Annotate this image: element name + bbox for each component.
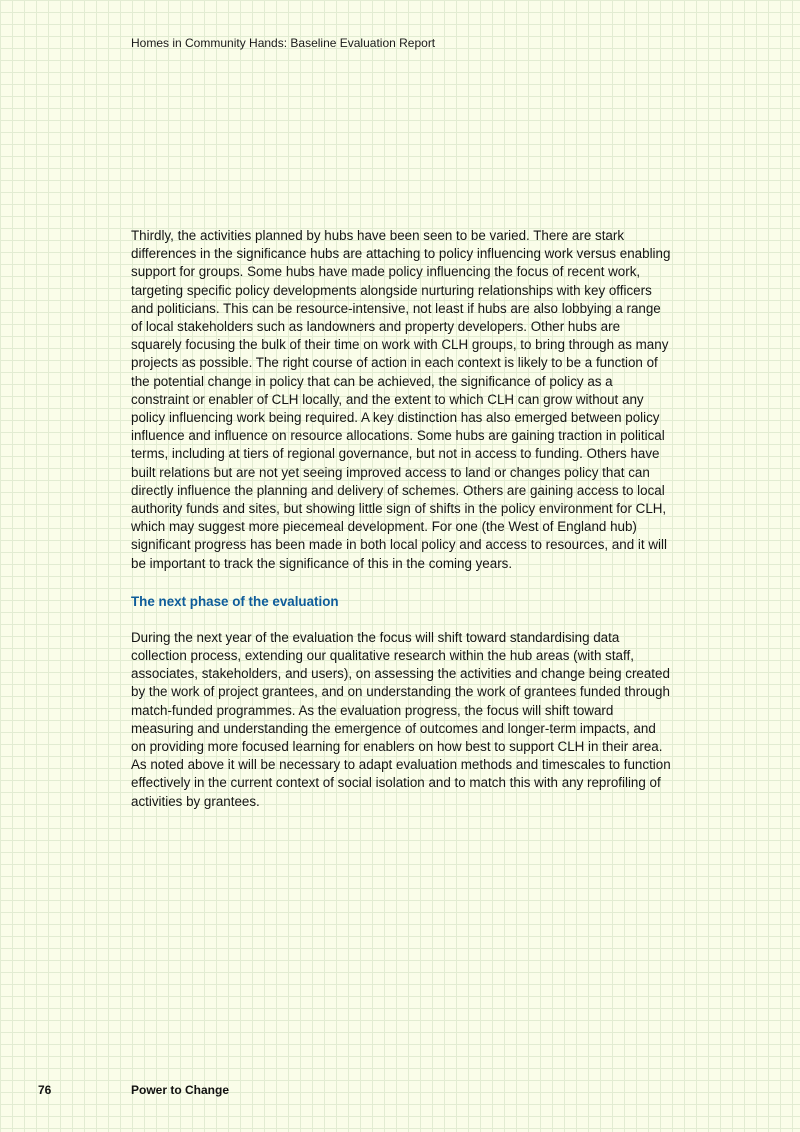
body-paragraph-1: Thirdly, the activities planned by hubs have been seen to be varied. There are stark differences in the significance hubs are attaching to policy influencing work versus enabling support for groups. Some hubs have made policy influencing the focus of recent work, targeting specific policy developments alongside nurturing relationships with key officers and politicians. This can be resource-intensive, not least if hubs are also lobbying a range of local stakeholders such as landowners and property developers. Other hubs are squarely focusing the bulk of their time on work with CLH groups, to bring through as many projects as possible. The right course of action in each context is likely to be a function of the potential change in policy that can be achieved, the significance of policy as a constraint or enabler of CLH locally, and the extent to which CLH can grow without any policy influencing work being required. A key distinction has also emerged between policy influence and influence on resource allocations. Some hubs are gaining traction in political terms, including at tiers of regional governance, but not in access to funding. Others have built relations but are not yet seeing improved access to land or changes policy that can directly influence the planning and delivery of schemes. Others are gaining access to local authority funds and sites, but showing little sign of shifts in the policy environment for CLH, which may suggest more piecemeal development. For one (the West of England hub) significant progress has been made in both local policy and access to resources, and it will be important to track the significance of this in the coming years. — [131, 228, 671, 571]
footer-brand: Power to Change — [131, 1083, 230, 1097]
main-content — [131, 227, 671, 811]
page-number: 76 — [38, 1083, 52, 1097]
section-heading: The next phase of the evaluation — [131, 593, 339, 609]
body-paragraph-2: During the next year of the evaluation the focus will shift toward standardising data collection process, extending our qualitative research within the hub areas (with staff, associates, stakeholders, and users), on assessing the activities and change being created by the work of project grantees, and on understanding the work of grantees funded through match-funded programmes. As the evaluation progress, the focus will shift toward measuring and understanding the emergence of outcomes and longer-term impacts, and on providing more focused learning for enablers on how best to support CLH in their area. As noted above it will be necessary to adapt evaluation methods and timescales to function effectively in the current context of social isolation and to match this with any reprofiling of activities by grantees. — [131, 629, 671, 809]
running-header: Homes in Community Hands: Baseline Evaluation Report — [131, 36, 436, 50]
